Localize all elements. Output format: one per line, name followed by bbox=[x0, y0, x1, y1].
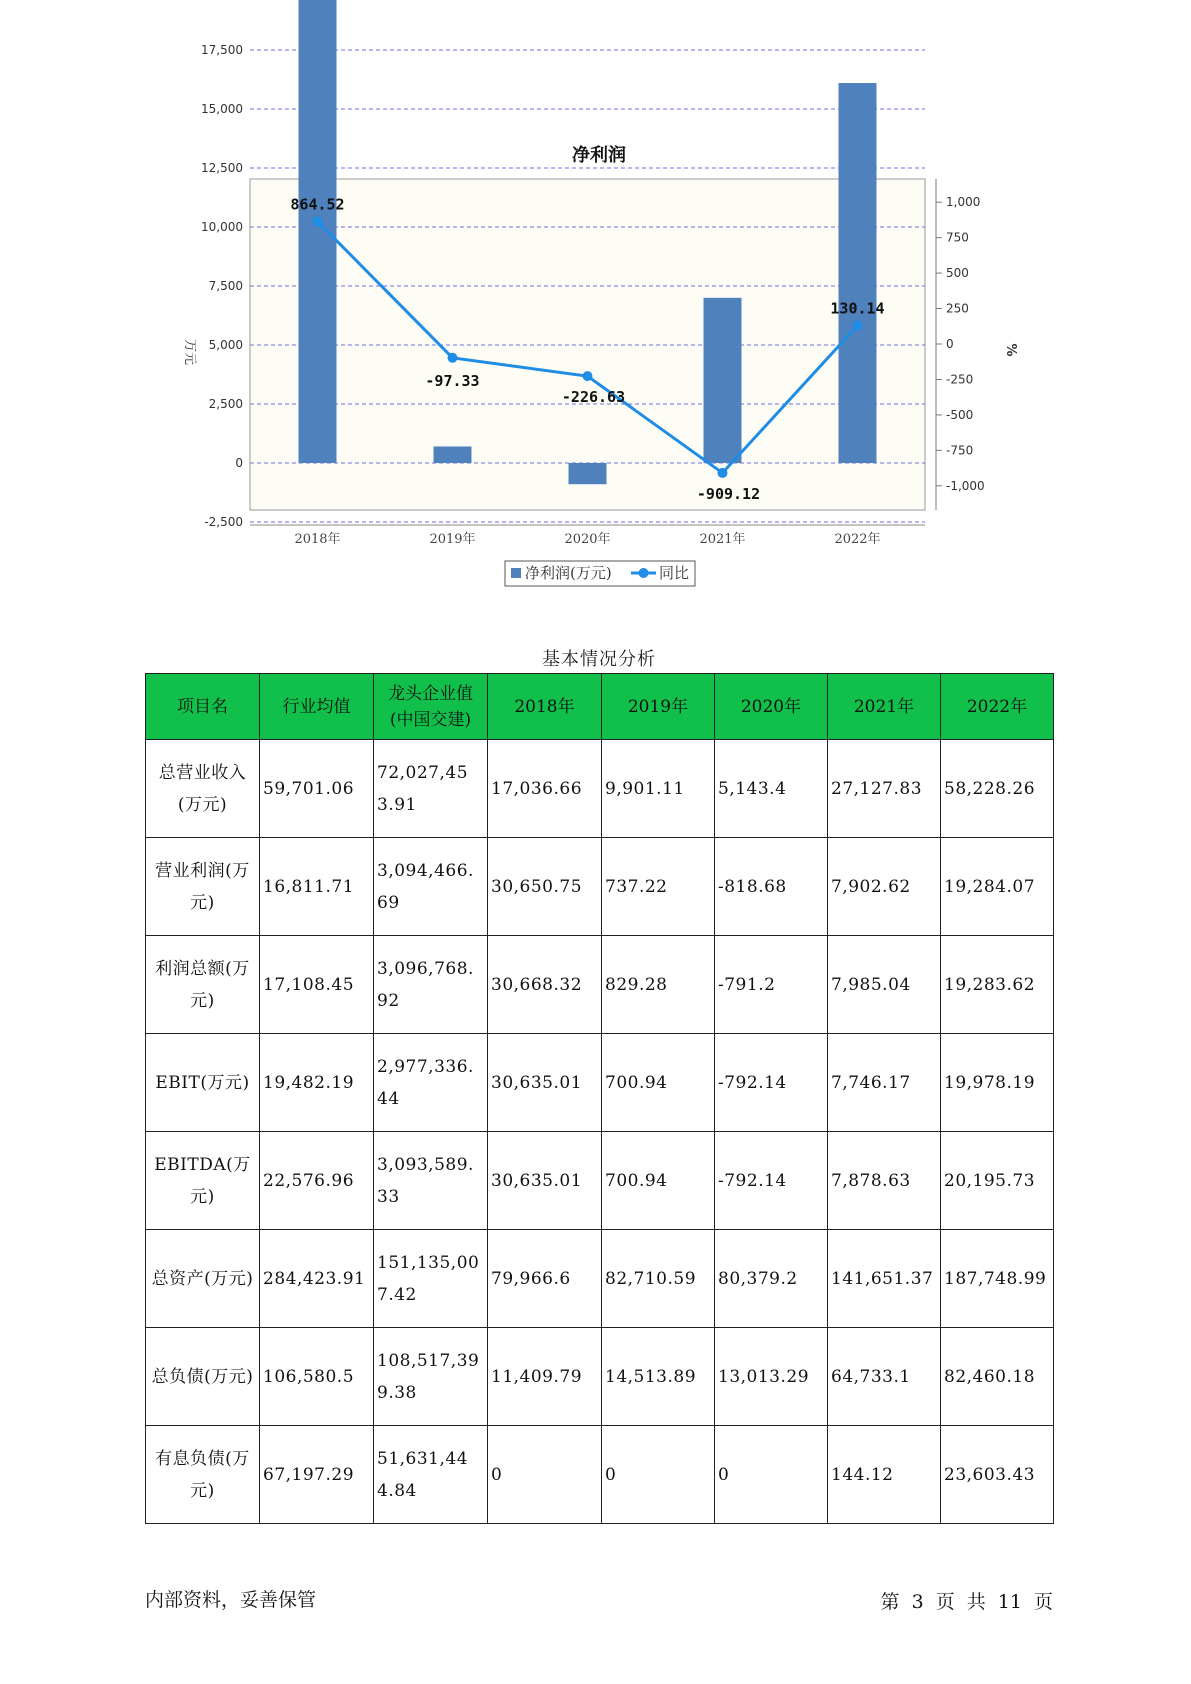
yoy-point bbox=[853, 321, 863, 331]
value-cell: 22,576.96 bbox=[260, 1132, 374, 1230]
yoy-point bbox=[718, 468, 728, 478]
row-name-cell: EBIT(万元) bbox=[146, 1034, 260, 1132]
row-name-cell: 总资产(万元) bbox=[146, 1230, 260, 1328]
left-tick-label: 10,000 bbox=[201, 220, 243, 234]
value-cell: 2,977,336.44 bbox=[374, 1034, 488, 1132]
value-cell: 7,746.17 bbox=[828, 1034, 941, 1132]
value-cell: 17,036.66 bbox=[488, 740, 602, 838]
table-row bbox=[146, 1132, 1054, 1230]
yoy-point bbox=[448, 353, 458, 363]
legend-swatch-yoy-marker bbox=[639, 568, 649, 578]
legend-yoy: 同比 bbox=[659, 564, 690, 582]
right-tick-label: 750 bbox=[946, 230, 969, 245]
table-header-row bbox=[146, 674, 1054, 740]
category-label: 2022年 bbox=[834, 532, 881, 547]
bar-net-profit bbox=[569, 463, 607, 484]
header-cell: 2021年 bbox=[828, 674, 941, 740]
row-name-cell: 总营业收入(万元) bbox=[146, 740, 260, 838]
yoy-data-label: -97.33 bbox=[425, 371, 480, 390]
value-cell: 64,733.1 bbox=[828, 1328, 941, 1426]
header-cell: 2020年 bbox=[715, 674, 828, 740]
value-cell: 79,966.6 bbox=[488, 1230, 602, 1328]
value-cell: 30,650.75 bbox=[488, 838, 602, 936]
value-cell: 19,978.19 bbox=[941, 1034, 1054, 1132]
basic-analysis-table bbox=[145, 673, 1054, 1524]
table-row bbox=[146, 1034, 1054, 1132]
value-cell: 67,197.29 bbox=[260, 1426, 374, 1524]
bar-net-profit bbox=[434, 446, 472, 463]
value-cell: 700.94 bbox=[602, 1132, 715, 1230]
table-row bbox=[146, 1426, 1054, 1524]
right-tick-label: -250 bbox=[946, 372, 974, 387]
yoy-point bbox=[583, 371, 593, 381]
value-cell: 5,143.4 bbox=[715, 740, 828, 838]
left-tick-label: 12,500 bbox=[201, 161, 243, 175]
table-caption: 基本情况分析 bbox=[542, 649, 656, 670]
value-cell: 737.22 bbox=[602, 838, 715, 936]
table-row bbox=[146, 936, 1054, 1034]
value-cell: 82,460.18 bbox=[941, 1328, 1054, 1426]
value-cell: 3,096,768.92 bbox=[374, 936, 488, 1034]
value-cell: 30,635.01 bbox=[488, 1034, 602, 1132]
value-cell: 3,093,589.33 bbox=[374, 1132, 488, 1230]
value-cell: 0 bbox=[602, 1426, 715, 1524]
row-name-cell: 有息负债(万元) bbox=[146, 1426, 260, 1524]
value-cell: 7,902.62 bbox=[828, 838, 941, 936]
right-tick-label: -750 bbox=[946, 443, 974, 458]
yoy-point bbox=[313, 216, 323, 226]
value-cell: 30,635.01 bbox=[488, 1132, 602, 1230]
header-cell: 2018年 bbox=[488, 674, 602, 740]
value-cell: 187,748.99 bbox=[941, 1230, 1054, 1328]
left-tick-label: 0 bbox=[235, 456, 243, 470]
table-row bbox=[146, 1328, 1054, 1426]
left-tick-label: 15,000 bbox=[201, 102, 243, 116]
row-name-cell: 总负债(万元) bbox=[146, 1328, 260, 1426]
value-cell: 59,701.06 bbox=[260, 740, 374, 838]
value-cell: 20,195.73 bbox=[941, 1132, 1054, 1230]
row-name-cell: EBITDA(万元) bbox=[146, 1132, 260, 1230]
yoy-data-label: 130.14 bbox=[830, 299, 885, 318]
value-cell: -792.14 bbox=[715, 1034, 828, 1132]
bar-net-profit bbox=[299, 0, 337, 463]
right-tick-label: 0 bbox=[946, 337, 954, 351]
right-axis-label: % bbox=[1003, 343, 1018, 357]
left-tick-label: 2,500 bbox=[208, 397, 243, 411]
yoy-data-label: -909.12 bbox=[696, 484, 761, 503]
category-label: 2018年 bbox=[294, 532, 341, 547]
value-cell: 0 bbox=[715, 1426, 828, 1524]
footer-confidential-note: 内部资料，妥善保管 bbox=[145, 1589, 317, 1611]
left-tick-label: -2,500 bbox=[204, 515, 243, 529]
row-name-cell: 利润总额(万元) bbox=[146, 936, 260, 1034]
right-tick-label: 500 bbox=[946, 266, 969, 281]
table-row bbox=[146, 740, 1054, 838]
category-label: 2020年 bbox=[564, 532, 611, 547]
legend-net-profit: 净利润(万元) bbox=[525, 564, 612, 582]
category-label: 2019年 bbox=[429, 532, 476, 547]
table-row bbox=[146, 838, 1054, 936]
value-cell: 13,013.29 bbox=[715, 1328, 828, 1426]
value-cell: 16,811.71 bbox=[260, 838, 374, 936]
value-cell: -792.14 bbox=[715, 1132, 828, 1230]
value-cell: 58,228.26 bbox=[941, 740, 1054, 838]
header-cell: 2019年 bbox=[602, 674, 715, 740]
row-name-cell: 营业利润(万元) bbox=[146, 838, 260, 936]
value-cell: 23,603.43 bbox=[941, 1426, 1054, 1524]
right-tick-label: -1,000 bbox=[946, 478, 985, 493]
value-cell: 106,580.5 bbox=[260, 1328, 374, 1426]
value-cell: 19,283.62 bbox=[941, 936, 1054, 1034]
value-cell: 27,127.83 bbox=[828, 740, 941, 838]
value-cell: 19,482.19 bbox=[260, 1034, 374, 1132]
legend-swatch-net-profit bbox=[511, 568, 521, 578]
bar-net-profit bbox=[704, 298, 742, 463]
net-profit-chart bbox=[0, 0, 1191, 600]
bar-net-profit bbox=[839, 83, 877, 463]
header-cell: 行业均值 bbox=[260, 674, 374, 740]
value-cell: -791.2 bbox=[715, 936, 828, 1034]
right-tick-label: 250 bbox=[946, 301, 969, 316]
yoy-data-label: 864.52 bbox=[290, 195, 345, 214]
header-cell: 2022年 bbox=[941, 674, 1054, 740]
chart-legend bbox=[505, 561, 695, 586]
value-cell: 108,517,399.38 bbox=[374, 1328, 488, 1426]
value-cell: 30,668.32 bbox=[488, 936, 602, 1034]
table-row bbox=[146, 1230, 1054, 1328]
right-tick-label: 1,000 bbox=[946, 195, 981, 210]
value-cell: 19,284.07 bbox=[941, 838, 1054, 936]
left-axis-label: 万元 bbox=[182, 338, 197, 366]
value-cell: 11,409.79 bbox=[488, 1328, 602, 1426]
value-cell: 700.94 bbox=[602, 1034, 715, 1132]
category-label: 2021年 bbox=[699, 532, 746, 547]
header-cell: 龙头企业值(中国交建) bbox=[374, 674, 488, 740]
yoy-data-label: -226.63 bbox=[561, 388, 626, 407]
value-cell: 7,985.04 bbox=[828, 936, 941, 1034]
value-cell: 80,379.2 bbox=[715, 1230, 828, 1328]
header-cell: 项目名 bbox=[146, 674, 260, 740]
chart-title: 净利润 bbox=[572, 145, 626, 166]
value-cell: 51,631,444.84 bbox=[374, 1426, 488, 1524]
value-cell: 141,651.37 bbox=[828, 1230, 941, 1328]
value-cell: 14,513.89 bbox=[602, 1328, 715, 1426]
value-cell: 284,423.91 bbox=[260, 1230, 374, 1328]
left-tick-label: 17,500 bbox=[201, 43, 243, 57]
value-cell: 17,108.45 bbox=[260, 936, 374, 1034]
value-cell: 0 bbox=[488, 1426, 602, 1524]
value-cell: 9,901.11 bbox=[602, 740, 715, 838]
right-tick-label: -500 bbox=[946, 407, 974, 422]
value-cell: 82,710.59 bbox=[602, 1230, 715, 1328]
value-cell: 7,878.63 bbox=[828, 1132, 941, 1230]
value-cell: 829.28 bbox=[602, 936, 715, 1034]
value-cell: 72,027,453.91 bbox=[374, 740, 488, 838]
value-cell: 151,135,007.42 bbox=[374, 1230, 488, 1328]
value-cell: 144.12 bbox=[828, 1426, 941, 1524]
value-cell: 3,094,466.69 bbox=[374, 838, 488, 936]
footer-page-number: 第 3 页 共 11 页 bbox=[880, 1591, 1053, 1613]
left-tick-label: 5,000 bbox=[208, 338, 243, 352]
value-cell: -818.68 bbox=[715, 838, 828, 936]
left-tick-label: 7,500 bbox=[208, 279, 243, 293]
